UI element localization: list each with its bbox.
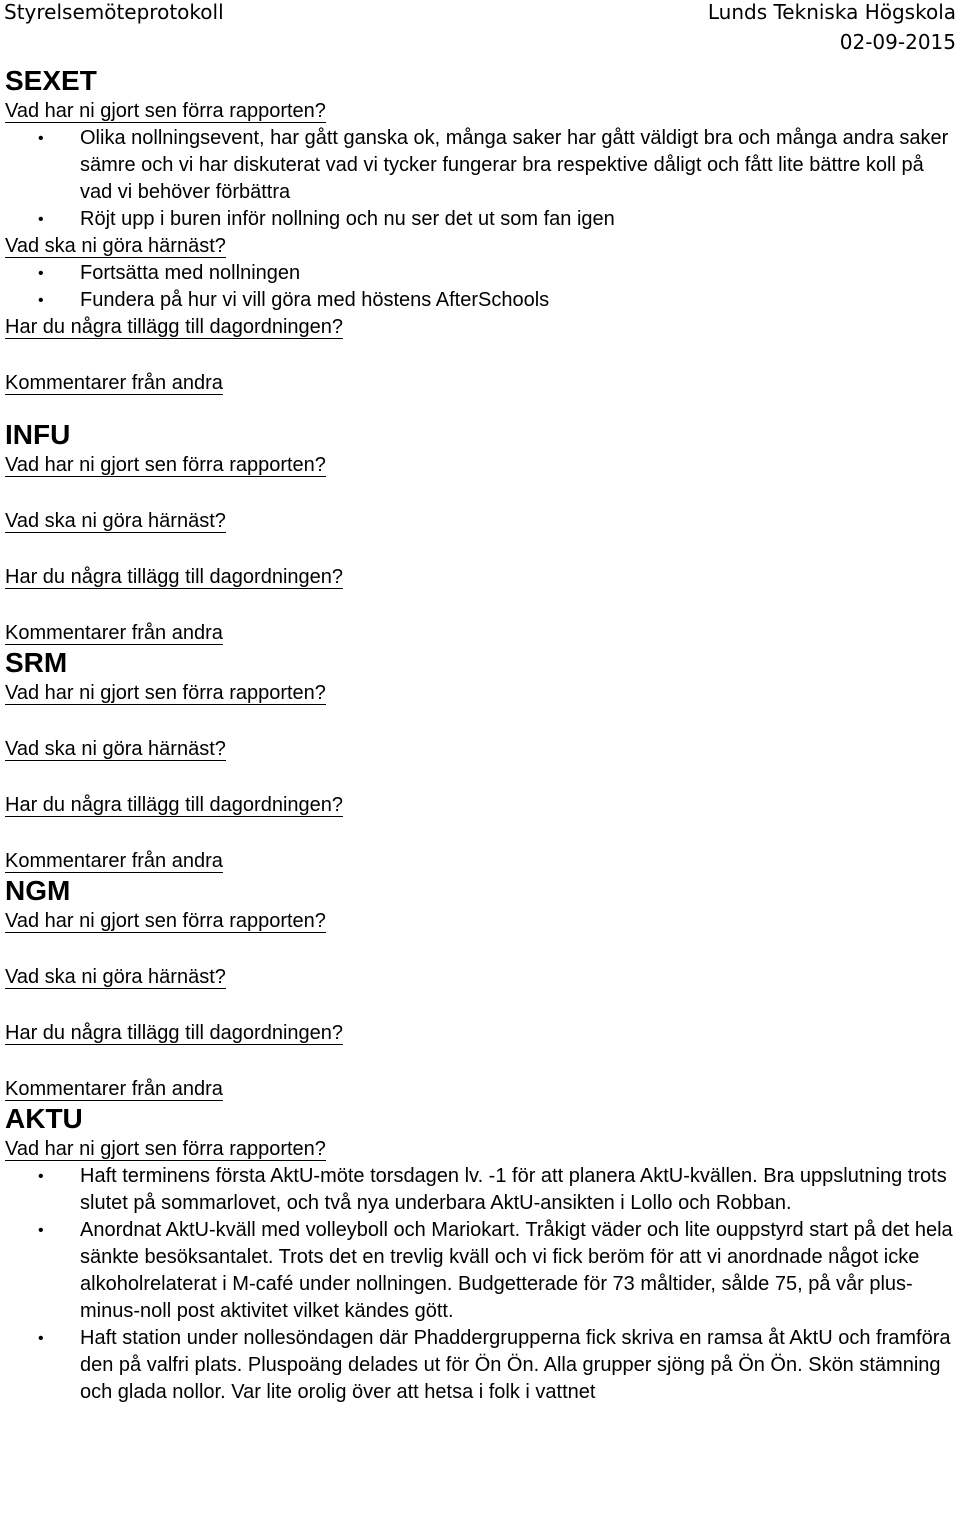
section-title: AKTU xyxy=(5,1103,83,1134)
question-next-steps: Vad ska ni göra härnäst? xyxy=(5,235,226,257)
header-title: Styrelsemöteprotokoll xyxy=(4,0,224,24)
section-aktu xyxy=(5,1102,955,1406)
list-item: • Haft station under nollesöndagen där Phaddergrupperna fick skriva en ramsa åt AktU och framföra den på valfri plats. Pluspoäng delades ut för Ön Ön. Alla grupper sjöng på Ön Ön. Skön stämning och glada nollor. Var lite orolig över att hetsa i folk i vattnet xyxy=(5,1325,955,1406)
list-item: • Fundera på hur vi vill göra med höstens AfterSchools xyxy=(5,287,955,314)
question-since-last-report: Vad har ni gjort sen förra rapporten? xyxy=(5,454,326,476)
section-infu xyxy=(5,418,955,647)
comments-from-others: Kommentarer från andra xyxy=(5,1078,223,1100)
question-since-last-report: Vad har ni gjort sen förra rapporten? xyxy=(5,100,326,122)
question-since-last-report: Vad har ni gjort sen förra rapporten? xyxy=(5,682,326,704)
question-agenda-additions: Har du några tillägg till dagordningen? xyxy=(5,1022,344,1044)
list-item: • Fortsätta med nollningen xyxy=(5,260,955,287)
bullet-list xyxy=(5,260,955,314)
list-item: • Olika nollningsevent, har gått ganska ok, många saker har gått väldigt bra och många andra saker sämre och vi har diskuterat vad vi tycker fungerar bra respektive dåligt och fått lite bättre koll på vad vi behöver förbättra xyxy=(5,125,955,206)
section-srm xyxy=(5,646,955,875)
section-ngm xyxy=(5,874,955,1103)
question-next-steps: Vad ska ni göra härnäst? xyxy=(5,510,226,532)
section-title: NGM xyxy=(5,875,71,906)
bullet-list xyxy=(5,1163,955,1406)
question-next-steps: Vad ska ni göra härnäst? xyxy=(5,966,226,988)
comments-from-others: Kommentarer från andra xyxy=(5,850,223,872)
list-item: • Haft terminens första AktU-möte torsdagen lv. -1 för att planera AktU-kvällen. Bra uppslutning trots slutet på sommarlovet, och två nya underbara AktU-ansikten i Lollo och Robban. xyxy=(5,1163,955,1217)
comments-from-others: Kommentarer från andra xyxy=(5,622,223,644)
question-next-steps: Vad ska ni göra härnäst? xyxy=(5,738,226,760)
section-title: SRM xyxy=(5,647,68,678)
list-item: • Röjt upp i buren inför nollning och nu ser det ut som fan igen xyxy=(5,206,955,233)
header-institution: Lunds Tekniska Högskola xyxy=(707,0,956,24)
section-title: SEXET xyxy=(5,65,97,96)
section-title: INFU xyxy=(5,419,71,450)
bullet-list xyxy=(5,125,955,233)
comments-from-others: Kommentarer från andra xyxy=(5,372,223,394)
question-since-last-report: Vad har ni gjort sen förra rapporten? xyxy=(5,1138,326,1160)
header-date: 02-09-2015 xyxy=(839,30,956,54)
list-item: • Anordnat AktU-kväll med volleyboll och Mariokart. Tråkigt väder och lite ouppstyrd start på det hela sänkte besöksantalet. Trots det en trevlig kväll och vi fick beröm för att vi anordnade något icke alkoholrelaterat i M-café under nollningen. Budgetterade för 73 måltider, sålde 75, på vår plus-minus-noll post aktivitet vilket kändes gött. xyxy=(5,1217,955,1325)
question-agenda-additions: Har du några tillägg till dagordningen? xyxy=(5,566,344,588)
question-agenda-additions: Har du några tillägg till dagordningen? xyxy=(5,316,344,338)
section-sexet xyxy=(5,64,955,397)
question-since-last-report: Vad har ni gjort sen förra rapporten? xyxy=(5,910,326,932)
question-agenda-additions: Har du några tillägg till dagordningen? xyxy=(5,794,344,816)
document-content xyxy=(5,64,955,1406)
